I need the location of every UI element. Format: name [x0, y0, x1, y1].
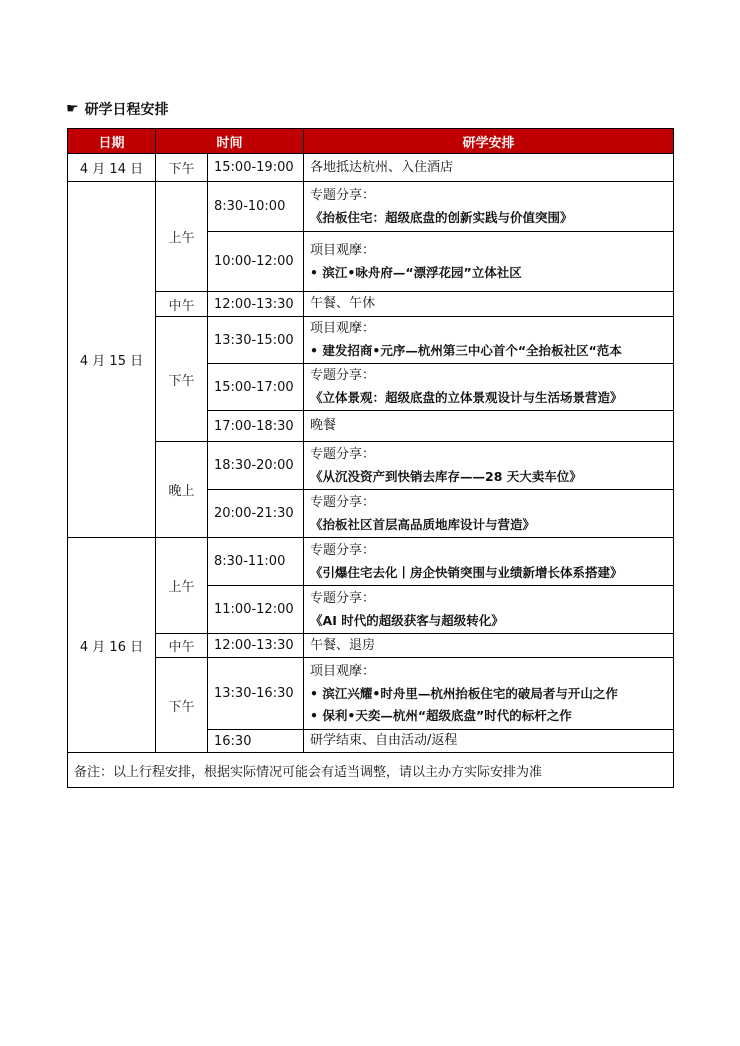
- activity-line: • 保利•天奕—杭州“超级底盘”时代的标杆之作: [310, 707, 572, 723]
- activity-cell: [304, 490, 674, 538]
- table-header-row: [68, 129, 674, 154]
- time-cell: 10:00-12:00: [208, 232, 304, 292]
- period-cell: 上午: [156, 538, 208, 634]
- header-date: 日期: [68, 129, 156, 154]
- table-row: [68, 154, 674, 182]
- activity-line: 《立体景观：超级底盘的立体景观设计与生活场景营造》: [310, 390, 623, 405]
- table-row: [68, 292, 674, 317]
- activity-line: 各地抵达杭州、入住酒店: [310, 159, 454, 175]
- time-cell: 15:00-19:00: [208, 154, 304, 182]
- header-activity: 研学安排: [304, 129, 674, 154]
- time-cell: 12:00-13:30: [208, 292, 304, 317]
- activity-line: 《从沉没资产到快销去库存——28 天大卖车位》: [310, 468, 582, 484]
- time-cell: 13:30-16:30: [208, 658, 304, 730]
- activity-cell: [304, 634, 674, 658]
- activity-cell: [304, 317, 674, 364]
- activity-cell: [304, 411, 674, 442]
- period-cell: 下午: [156, 317, 208, 442]
- activity-cell: [304, 232, 674, 292]
- activity-line: 研学结束、自由活动/返程: [310, 733, 458, 748]
- activity-line: • 滨江•咏舟府—“漂浮花园”立体社区: [310, 264, 522, 280]
- period-cell: 晚上: [156, 442, 208, 538]
- note-cell: 备注：以上行程安排，根据实际情况可能会有适当调整，请以主办方实际安排为准: [68, 753, 674, 788]
- table-row: [68, 634, 674, 658]
- time-cell: 11:00-12:00: [208, 586, 304, 634]
- period-cell: 下午: [156, 154, 208, 182]
- activity-line: 专题分享：: [310, 542, 376, 558]
- table-row: [68, 442, 674, 490]
- hand-pointing-icon: ☛: [66, 101, 79, 117]
- activity-cell: [304, 538, 674, 586]
- activity-line: 项目观摩：: [310, 663, 376, 679]
- activity-line: 午餐、退房: [310, 637, 376, 653]
- activity-line: 《引爆住宅去化丨房企快销突围与业绩新增长体系搭建》: [310, 564, 623, 580]
- activity-line: 专题分享：: [310, 494, 376, 510]
- date-cell: 4 月 15 日: [68, 182, 156, 538]
- time-cell: 8:30-11:00: [208, 538, 304, 586]
- activity-cell: [304, 586, 674, 634]
- activity-line: 项目观摩：: [310, 321, 376, 336]
- activity-line: • 建发招商•元序—杭州第三中心首个“全抬板社区“范本: [310, 343, 622, 358]
- time-cell: 15:00-17:00: [208, 364, 304, 411]
- time-cell: 20:00-21:30: [208, 490, 304, 538]
- table-row: [68, 658, 674, 730]
- table-row: [68, 182, 674, 232]
- period-cell: 中午: [156, 634, 208, 658]
- activity-line: 专题分享：: [310, 368, 376, 383]
- period-cell: 上午: [156, 182, 208, 292]
- activity-cell: [304, 364, 674, 411]
- activity-cell: [304, 730, 674, 753]
- time-cell: 8:30-10:00: [208, 182, 304, 232]
- activity-line: 《抬板住宅：超级底盘的创新实践与价值突围》: [310, 209, 573, 225]
- activity-line: 《抬板社区首层高品质地库设计与营造》: [310, 516, 536, 532]
- activity-line: 专题分享：: [310, 187, 376, 203]
- period-cell: 下午: [156, 658, 208, 753]
- time-cell: 18:30-20:00: [208, 442, 304, 490]
- activity-line: 午餐、午休: [310, 296, 376, 311]
- time-cell: 16:30: [208, 730, 304, 753]
- activity-line: 项目观摩：: [310, 242, 376, 258]
- activity-cell: [304, 292, 674, 317]
- note-row: [68, 753, 674, 788]
- activity-line: 《AI 时代的超级获客与超级转化》: [310, 612, 504, 628]
- section-heading-text: 研学日程安排: [84, 102, 169, 118]
- date-cell: 4 月 14 日: [68, 154, 156, 182]
- activity-line: 专题分享：: [310, 446, 376, 462]
- activity-line: • 滨江兴耀•时舟里—杭州抬板住宅的破局者与开山之作: [310, 685, 618, 701]
- activity-cell: [304, 442, 674, 490]
- table-row: [68, 317, 674, 364]
- date-cell: 4 月 16 日: [68, 538, 156, 753]
- activity-line: 晚餐: [310, 418, 337, 433]
- activity-line: 专题分享：: [310, 590, 376, 606]
- schedule-table: [67, 128, 674, 788]
- section-heading: [66, 99, 169, 119]
- activity-cell: [304, 154, 674, 182]
- time-cell: 17:00-18:30: [208, 411, 304, 442]
- activity-cell: [304, 658, 674, 730]
- table-row: [68, 538, 674, 586]
- activity-cell: [304, 182, 674, 232]
- header-time: 时间: [156, 129, 304, 154]
- time-cell: 12:00-13:30: [208, 634, 304, 658]
- period-cell: 中午: [156, 292, 208, 317]
- time-cell: 13:30-15:00: [208, 317, 304, 364]
